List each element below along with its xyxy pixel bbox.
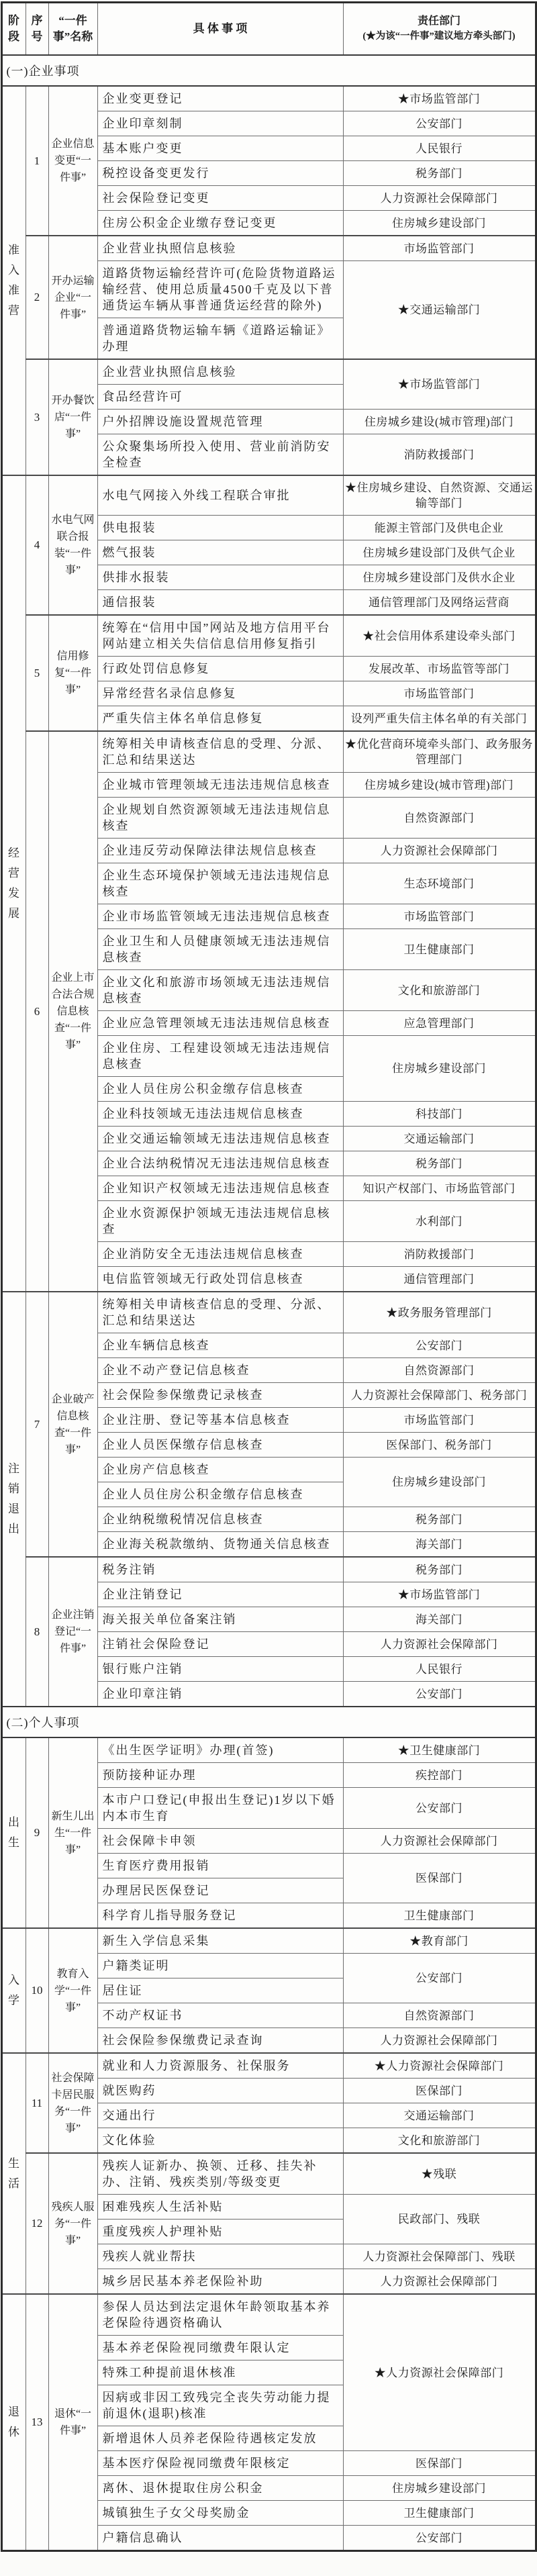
- item-cell: 企业规划自然资源领域无违法违规信息核查: [97, 798, 343, 839]
- section-row: [1, 1707, 536, 1737]
- dept-cell: ★人力资源社会保障部门: [343, 2053, 536, 2079]
- header-name: “一件事”名称: [48, 3, 97, 56]
- table-row: [1, 1557, 536, 1582]
- table-row: [1, 86, 536, 111]
- dept-cell: ★社会信用体系建设牵头部门: [343, 615, 536, 657]
- item-cell: 新增退休人员养老保险待遇核定发放: [97, 2426, 343, 2451]
- dept-cell: 税务部门: [343, 1151, 536, 1176]
- item-cell: 企业房产信息核查: [97, 1458, 343, 1482]
- item-cell: 居住证: [97, 1978, 343, 2003]
- dept-cell: 人力资源社会保障部门: [343, 2269, 536, 2295]
- name-cell: 退休“一件事”: [48, 2294, 97, 2551]
- stage-cell: [1, 2294, 26, 2551]
- dept-cell: 住房城乡建设部门: [343, 1458, 536, 1507]
- item-cell: 办理居民医保登记: [97, 1878, 343, 1903]
- item-cell: 通信报装: [97, 590, 343, 616]
- name-cell: 水电气网联合报装“一件事”: [48, 475, 97, 615]
- stage-label: 注销退出: [8, 1462, 19, 1535]
- item-cell: 银行账户注销: [97, 1657, 343, 1682]
- dept-cell: 人民银行: [343, 136, 536, 161]
- dept-cell: ★政务服务管理部门: [343, 1292, 536, 1333]
- item-cell: 文化体验: [97, 2128, 343, 2154]
- item-cell: 户籍类证明: [97, 1954, 343, 1978]
- header-dept-title: 责任部门: [417, 15, 460, 27]
- item-cell: 企业文化和旅游市场领域无违法违规信息核查: [97, 970, 343, 1011]
- item-cell: 本市户口登记(申报出生登记)1岁以下婚内本市生育: [97, 1788, 343, 1829]
- item-cell: 公众聚集场所投入使用、营业前消防安全检查: [97, 434, 343, 476]
- dept-cell: 公安部门: [343, 1333, 536, 1358]
- table-row: [1, 2294, 536, 2336]
- item-cell: 企业住房、工程建设领域无违法违规信息核查: [97, 1036, 343, 1077]
- item-cell: 企业消防安全无违法违规信息核查: [97, 1242, 343, 1267]
- table-row: [1, 1928, 536, 1954]
- item-cell: 企业注销登记: [97, 1582, 343, 1607]
- item-cell: 企业车辆信息核查: [97, 1333, 343, 1358]
- item-cell: 严重失信主体名单信息修复: [97, 706, 343, 732]
- seq-cell: 10: [26, 1928, 48, 2053]
- stage-label: 出生: [8, 1816, 19, 1849]
- dept-cell: 住房城乡建设部门: [343, 211, 536, 236]
- table-header: [1, 3, 536, 56]
- dept-cell: ★卫生健康部门: [343, 1737, 536, 1763]
- item-cell: 企业人员住房公积金缴存信息核查: [97, 1077, 343, 1102]
- dept-cell: 能源主管部门及供电企业: [343, 516, 536, 540]
- item-cell: 重度残疾人护理补贴: [97, 2220, 343, 2244]
- dept-cell: 医保部门: [343, 2079, 536, 2103]
- stage-label: 准入准营: [8, 244, 19, 317]
- name-cell: 企业信息变更“一件事”: [48, 86, 97, 236]
- item-cell: 企业卫生和人员健康领域无违法违规信息核查: [97, 929, 343, 970]
- item-cell: 《出生医学证明》办理(首签): [97, 1737, 343, 1763]
- dept-cell: 交通运输部门: [343, 1127, 536, 1151]
- item-cell: 企业人员医保缴存信息核查: [97, 1433, 343, 1458]
- dept-cell: 市场监管部门: [343, 904, 536, 929]
- item-cell: 就业和人力资源服务、社保服务: [97, 2053, 343, 2079]
- item-cell: 税控设备变更发行: [97, 161, 343, 186]
- item-cell: 企业变更登记: [97, 86, 343, 111]
- item-cell: 特殊工种提前退休核准: [97, 2360, 343, 2385]
- dept-cell: 医保部门: [343, 2451, 536, 2476]
- item-cell: 残疾人就业帮扶: [97, 2244, 343, 2269]
- dept-cell: ★市场监管部门: [343, 359, 536, 410]
- item-cell: 离休、退休提取住房公积金: [97, 2476, 343, 2501]
- dept-cell: 住房城乡建设部门: [343, 2476, 536, 2501]
- table-row: [1, 1292, 536, 1333]
- one-thing-items-table: [1, 1, 537, 2552]
- item-cell: 统筹在“信用中国”网站及地方信用平台网站建立相关失信信息信用修复指引: [97, 615, 343, 657]
- dept-cell: 消防救援部门: [343, 1242, 536, 1267]
- table-row: [1, 1737, 536, 1763]
- section-title: (二)个人事项: [1, 1707, 536, 1737]
- item-cell: 企业城市管理领域无违法违规信息核查: [97, 773, 343, 798]
- item-cell: 企业应急管理领域无违法违规信息核查: [97, 1011, 343, 1036]
- dept-cell: 税务部门: [343, 161, 536, 186]
- item-cell: 企业印章刻制: [97, 111, 343, 136]
- dept-cell: 卫生健康部门: [343, 2501, 536, 2526]
- item-cell: 不动产权证书: [97, 2003, 343, 2028]
- dept-cell: 公安部门: [343, 1954, 536, 2003]
- item-cell: 企业不动产登记信息核查: [97, 1358, 343, 1383]
- item-cell: 住房公积金企业缴存登记变更: [97, 211, 343, 236]
- dept-cell: 知识产权部门、市场监管部门: [343, 1176, 536, 1201]
- item-cell: 户籍信息确认: [97, 2526, 343, 2551]
- dept-cell: 公安部门: [343, 1788, 536, 1829]
- item-cell: 企业营业执照信息核验: [97, 236, 343, 261]
- table-body: [1, 55, 536, 2551]
- item-cell: 预防接种证办理: [97, 1763, 343, 1788]
- header-dept: [343, 3, 536, 56]
- name-cell: 残疾人服务“一件事”: [48, 2153, 97, 2294]
- item-cell: 交通出行: [97, 2103, 343, 2128]
- item-cell: 食品经营许可: [97, 385, 343, 410]
- dept-cell: 交通运输部门: [343, 2103, 536, 2128]
- item-cell: 社会保险登记变更: [97, 186, 343, 211]
- table-row: [1, 2153, 536, 2195]
- item-cell: 社会保险参保缴费记录查询: [97, 2028, 343, 2054]
- item-cell: 残疾人证新办、换领、迁移、挂失补办、注销、残疾类别/等级变更: [97, 2153, 343, 2195]
- item-cell: 燃气报装: [97, 540, 343, 565]
- item-cell: 水电气网接入外线工程联合审批: [97, 475, 343, 516]
- seq-cell: 1: [26, 86, 48, 236]
- item-cell: 企业合法纳税情况无违法违规信息核查: [97, 1151, 343, 1176]
- name-cell: 社会保障卡居民服务“一件事”: [48, 2053, 97, 2153]
- dept-cell: 市场监管部门: [343, 681, 536, 706]
- stage-cell: [1, 475, 26, 1292]
- name-cell: 信用修复“一件事”: [48, 615, 97, 731]
- header-stage: 阶段: [1, 3, 26, 56]
- item-cell: 户外招牌设施设置规范管理: [97, 410, 343, 434]
- item-cell: 困难残疾人生活补贴: [97, 2195, 343, 2220]
- dept-cell: ★残联: [343, 2153, 536, 2195]
- dept-cell: 市场监管部门: [343, 1408, 536, 1433]
- item-cell: 企业纳税缴税情况信息核查: [97, 1507, 343, 1532]
- dept-cell: 公安部门: [343, 111, 536, 136]
- name-cell: 企业上市合法合规信息核查“一件事”: [48, 731, 97, 1292]
- seq-cell: 6: [26, 731, 48, 1292]
- item-cell: 企业注册、登记等基本信息核查: [97, 1408, 343, 1433]
- item-cell: 企业生态环境保护领域无违法违规信息核查: [97, 863, 343, 904]
- dept-cell: 市场监管部门: [343, 236, 536, 261]
- table-row: [1, 475, 536, 516]
- dept-cell: ★教育部门: [343, 1928, 536, 1954]
- table-row: [1, 359, 536, 385]
- table-row: [1, 236, 536, 261]
- name-cell: 企业破产信息核查“一件事”: [48, 1292, 97, 1557]
- dept-cell: 住房城乡建设(城市管理)部门: [343, 410, 536, 434]
- item-cell: 异常经营名录信息修复: [97, 681, 343, 706]
- dept-cell: ★交通运输部门: [343, 261, 536, 360]
- item-cell: 电信监管领域无行政处罚信息核查: [97, 1267, 343, 1292]
- dept-cell: 海关部门: [343, 1532, 536, 1558]
- dept-cell: 人力资源社会保障部门: [343, 186, 536, 211]
- dept-cell: ★市场监管部门: [343, 86, 536, 111]
- dept-cell: 住房城乡建设部门及供水企业: [343, 565, 536, 590]
- stage-cell: [1, 86, 26, 475]
- item-cell: 行政处罚信息修复: [97, 657, 343, 681]
- dept-cell: 消防救援部门: [343, 434, 536, 476]
- seq-cell: 12: [26, 2153, 48, 2294]
- name-cell: 开办餐饮店“一件事”: [48, 359, 97, 475]
- header-dept-note: (★为该“一件事”建议地方牵头部门): [362, 31, 516, 42]
- section-row: [1, 55, 536, 86]
- dept-cell: 民政部门、残联: [343, 2195, 536, 2244]
- table-row: [1, 731, 536, 773]
- header-items: 具 体 事 项: [97, 3, 343, 56]
- dept-cell: 人力资源社会保障部门: [343, 839, 536, 863]
- table-row: [1, 2053, 536, 2079]
- item-cell: 生育医疗费用报销: [97, 1854, 343, 1878]
- item-cell: 科学育儿指导服务登记: [97, 1903, 343, 1929]
- item-cell: 供电报装: [97, 516, 343, 540]
- item-cell: 企业印章注销: [97, 1682, 343, 1707]
- dept-cell: 税务部门: [343, 1557, 536, 1582]
- dept-cell: 自然资源部门: [343, 1358, 536, 1383]
- dept-cell: 税务部门: [343, 1507, 536, 1532]
- item-cell: 统筹相关申请核查信息的受理、分派、汇总和结果送达: [97, 731, 343, 773]
- dept-cell: 文化和旅游部门: [343, 2128, 536, 2154]
- seq-cell: 5: [26, 615, 48, 731]
- dept-cell: 自然资源部门: [343, 798, 536, 839]
- stage-label: 入学: [8, 1974, 19, 2007]
- dept-cell: ★人力资源社会保障部门: [343, 2294, 536, 2451]
- dept-cell: 疾控部门: [343, 1763, 536, 1788]
- dept-cell: 发展改革、市场监管等部门: [343, 657, 536, 681]
- name-cell: 开办运输企业“一件事”: [48, 236, 97, 359]
- dept-cell: 公安部门: [343, 1682, 536, 1707]
- dept-cell: 水利部门: [343, 1201, 536, 1242]
- item-cell: 企业海关税款缴纳、货物通关信息核查: [97, 1532, 343, 1558]
- item-cell: 基本养老保险视同缴费年限认定: [97, 2336, 343, 2360]
- seq-cell: 2: [26, 236, 48, 359]
- item-cell: 就医购药: [97, 2079, 343, 2103]
- seq-cell: 4: [26, 475, 48, 615]
- header-seq: 序号: [26, 3, 48, 56]
- stage-label: 退休: [8, 2405, 19, 2438]
- seq-cell: 7: [26, 1292, 48, 1557]
- item-cell: 基本医疗保险视同缴费年限核定: [97, 2451, 343, 2476]
- item-cell: 注销社会保险登记: [97, 1632, 343, 1657]
- dept-cell: 卫生健康部门: [343, 1903, 536, 1929]
- table-row: [1, 615, 536, 657]
- seq-cell: 9: [26, 1737, 48, 1928]
- item-cell: 城乡居民基本养老保险补助: [97, 2269, 343, 2295]
- item-cell: 普通道路货物运输车辆《道路运输证》办理: [97, 318, 343, 360]
- dept-cell: 人力资源社会保障部门: [343, 1632, 536, 1657]
- seq-cell: 8: [26, 1557, 48, 1707]
- dept-cell: 人力资源社会保障部门: [343, 1829, 536, 1854]
- dept-cell: 自然资源部门: [343, 2003, 536, 2028]
- item-cell: 企业人员住房公积金缴存信息核查: [97, 1482, 343, 1507]
- item-cell: 参保人员达到法定退休年龄领取基本养老保险待遇资格确认: [97, 2294, 343, 2336]
- item-cell: 供排水报装: [97, 565, 343, 590]
- dept-cell: 医保部门、税务部门: [343, 1433, 536, 1458]
- item-cell: 企业水资源保护领域无违法违规信息核查: [97, 1201, 343, 1242]
- item-cell: 海关报关单位备案注销: [97, 1607, 343, 1632]
- dept-cell: 应急管理部门: [343, 1011, 536, 1036]
- item-cell: 企业知识产权领域无违法违规信息核查: [97, 1176, 343, 1201]
- item-cell: 因病或非因工致残完全丧失劳动能力提前退休(退职)核准: [97, 2385, 343, 2426]
- dept-cell: 文化和旅游部门: [343, 970, 536, 1011]
- dept-cell: 人力资源社会保障部门: [343, 2028, 536, 2054]
- seq-cell: 3: [26, 359, 48, 475]
- dept-cell: 科技部门: [343, 1102, 536, 1127]
- item-cell: 城镇独生子女父母奖励金: [97, 2501, 343, 2526]
- stage-cell: [1, 2053, 26, 2294]
- item-cell: 道路货物运输经营许可(危险货物道路运输经营、使用总质量4500千克及以下普通货运车辆从事普通货运经营的除外): [97, 261, 343, 318]
- item-cell: 统筹相关申请核查信息的受理、分派、汇总和结果送达: [97, 1292, 343, 1333]
- name-cell: 新生儿出生“一件事”: [48, 1737, 97, 1928]
- item-cell: 社会保险参保缴费记录核查: [97, 1383, 343, 1408]
- item-cell: 税务注销: [97, 1557, 343, 1582]
- dept-cell: 通信管理部门: [343, 1267, 536, 1292]
- dept-cell: 医保部门: [343, 1854, 536, 1903]
- dept-cell: ★市场监管部门: [343, 1582, 536, 1607]
- dept-cell: 海关部门: [343, 1607, 536, 1632]
- name-cell: 教育入学“一件事”: [48, 1928, 97, 2053]
- item-cell: 企业市场监管领域无违法违规信息核查: [97, 904, 343, 929]
- item-cell: 企业交通运输领域无违法违规信息核查: [97, 1127, 343, 1151]
- dept-cell: 住房城乡建设部门及供气企业: [343, 540, 536, 565]
- item-cell: 企业科技领域无违法违规信息核查: [97, 1102, 343, 1127]
- section-title: (一)企业事项: [1, 55, 536, 86]
- item-cell: 企业违反劳动保障法律法规信息核查: [97, 839, 343, 863]
- dept-cell: 住房城乡建设部门: [343, 1036, 536, 1102]
- stage-cell: [1, 1737, 26, 1928]
- dept-cell: 人力资源社会保障部门、税务部门: [343, 1383, 536, 1408]
- dept-cell: ★优化营商环境牵头部门、政务服务管理部门: [343, 731, 536, 773]
- stage-label: 生活: [8, 2156, 19, 2190]
- stage-label: 经营发展: [8, 847, 19, 920]
- seq-cell: 11: [26, 2053, 48, 2153]
- seq-cell: 13: [26, 2294, 48, 2551]
- dept-cell: 设列严重失信主体名单的有关部门: [343, 706, 536, 732]
- item-cell: 新生入学信息采集: [97, 1928, 343, 1954]
- item-cell: 社会保障卡申领: [97, 1829, 343, 1854]
- item-cell: 企业营业执照信息核验: [97, 359, 343, 385]
- dept-cell: 通信管理部门及网络运营商: [343, 590, 536, 616]
- stage-cell: [1, 1928, 26, 2053]
- dept-cell: 人力资源社会保障部门、残联: [343, 2244, 536, 2269]
- dept-cell: 生态环境部门: [343, 863, 536, 904]
- item-cell: 基本账户变更: [97, 136, 343, 161]
- dept-cell: ★住房城乡建设、自然资源、交通运输等部门: [343, 475, 536, 516]
- dept-cell: 公安部门: [343, 2526, 536, 2551]
- name-cell: 企业注销登记“一件事”: [48, 1557, 97, 1707]
- stage-cell: [1, 1292, 26, 1707]
- dept-cell: 卫生健康部门: [343, 929, 536, 970]
- dept-cell: 住房城乡建设(城市管理)部门: [343, 773, 536, 798]
- dept-cell: 人民银行: [343, 1657, 536, 1682]
